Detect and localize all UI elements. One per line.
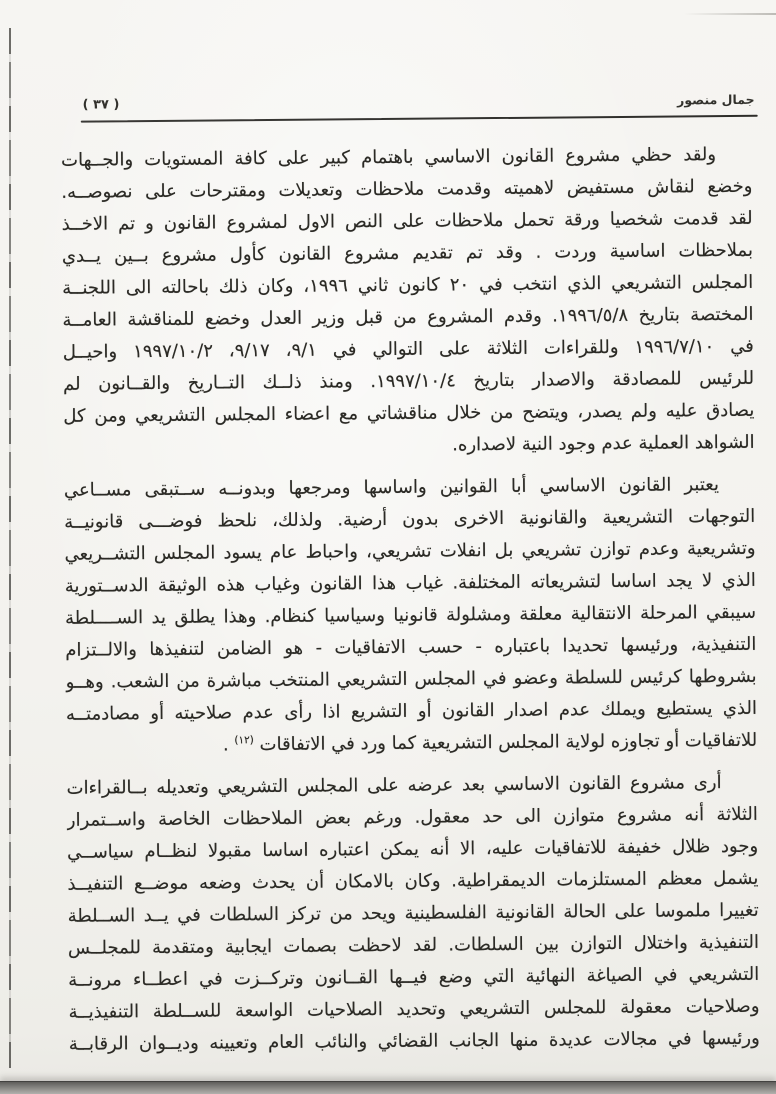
header-rule (81, 115, 758, 123)
text-line: الذي يستطيع ويملك عدم اصدار القانون أو التشريع اذا رأى عدم صلاحيته أو مصادمتــه (65, 697, 757, 725)
text-line: المختصة بتاريخ ١٩٩٦/٥/٨. وقدم المشروع من قبل وزير العدل وخضع للمناقشة العامــة (62, 303, 754, 331)
text-line: التنفيذية واختلال التوازن بين السلطات. لقد لاحظت بصمات ايجابية ومتقدمة للمجلــس (67, 931, 760, 959)
paragraph (66, 767, 759, 1061)
text-line: أرى مشروع القانون الاساسي بعد عرضه على المجلس التشريعي وتعديله بــالقراءات (66, 772, 722, 799)
paragraph (61, 139, 755, 465)
text-line: الثلاثة أنه مشروع متوازن الى حد معقول. ورغم بعض الملاحظات الخاصة واســتمرار (66, 803, 758, 831)
text-line: وصلاحيات معقولة للمجلس التشريعي وتحديد الصلاحيات الواسعة للســلطة التنفيذيــة (68, 995, 760, 1023)
footnote-ref: (١٢) (234, 734, 254, 747)
text-line (66, 725, 757, 763)
text-line: بملاحظات اساسية وردت . وقد تم تقديم مشروع القانون كأول مشروع بــين يــدي (61, 239, 753, 267)
page-number: ( ٣٧ ) (82, 97, 120, 113)
paragraph (64, 469, 757, 763)
text-line: ولقد حظي مشروع القانون الاساسي باهتمام كبير على كافة المستويات والجــهات (60, 144, 717, 171)
text-line: يعتبر القانون الاساسي أبا القوانين واساسها ومرجعها وبدونــه ســتبقى مســاعي (63, 474, 720, 501)
text-line: سيبقي المرحلة الانتقالية معلقة ومشلولة قانونيا وسياسيا كنظام. وهذا يطلق يد الســــلطة (64, 601, 757, 629)
text-line: للرئيس للمصادقة والاصدار بتاريخ ١٩٩٧/١٠/٤. ومنذ ذلــك التــاريخ والقــانون لم (62, 367, 755, 395)
text-line: وجود ظلال خفيفة للاتفاقيات عليه، الا أنه يمكن اعتباره اساسا مقبولا لنظــام سياســي (67, 835, 759, 863)
text-line: التشريعي في الصياغة النهائية التي وضع فيــها القــانون وتركــزت في اعطــاء مرونــة (68, 963, 760, 991)
text-line: الذي لا يجد اساسا لتشريعاته المختلفة. غياب هذا القانون وغياب هذه الوثيقة الدســتورية (64, 569, 756, 597)
text-line: الشواهد العملية عدم وجود النية لاصداره. (452, 431, 755, 456)
text-line: التوجهات التشريعية والقانونية الاخرى بدون أرضية. ولذلك، نلحظ فوضـــى قانونيــة (64, 505, 756, 533)
text-line: يصادق عليه ولم يصدر، ويتضح من خلال مناقشاتي مع اعضاء المجلس التشريعي ومن كل (63, 399, 755, 427)
text-segment: . (222, 734, 235, 756)
body-text (61, 139, 760, 1061)
text-line: بشروطها كرئيس للسلطة وعضو في المجلس التشريعي المنتخب مباشرة من الشعب. وهــو (65, 665, 757, 693)
text-line: وتشريعية وعدم توازن تشريعي بل انفلات تشريعي، واحباط عام يسود المجلس التشــريعي (64, 537, 756, 565)
header-author: جمال منصور (677, 91, 755, 108)
text-line: يشمل معظم المستلزمات الديمقراطية. وكان بالامكان أن يحدث وضعه موضــع التنفيــذ (67, 867, 759, 895)
text-line: تغييرا ملموسا على الحالة القانونية الفلسطينية ويحد من تركز السلطات في يــد الســلطة (67, 899, 759, 927)
text-line: المجلس التشريعي الذي انتخب في ٢٠ كانون ثاني ١٩٩٦، وكان ذلك باحالته الى اللجنــة (62, 271, 754, 299)
text-line: ورئيسها في مجالات عديدة منها الجانب القضائي والنائب العام وتعيينه وديــوان الرقابــة (68, 1027, 760, 1055)
text-line: في ١٩٩٦/٧/١٠ وللقراءات الثلاثة على التوالي في ٩/١، ٩/١٧، ١٩٩٧/١٠/٢ واحيــل (62, 335, 754, 363)
text-line: التنفيذية، ورئيسها تحديدا باعتباره - حسب الاتفاقيات - هو الضامن لتنفيذها والالــتزام (65, 633, 757, 661)
text-segment: للاتفاقيات أو تجاوزه لولاية المجلس التشريعية كما ورد في الاتفاقات (253, 729, 758, 756)
text-line: لقد قدمت شخصيا ورقة تحمل ملاحظات على النص الاول لمشروع القانون و تم الاخــذ (61, 207, 753, 235)
page-header (83, 92, 755, 113)
text-line: وخضع لنقاش مستفيض لاهميته وقدمت ملاحظات وتعديلات ومقترحات على نصوصــه. (61, 175, 753, 203)
scan-edge-bottom (0, 1081, 776, 1094)
